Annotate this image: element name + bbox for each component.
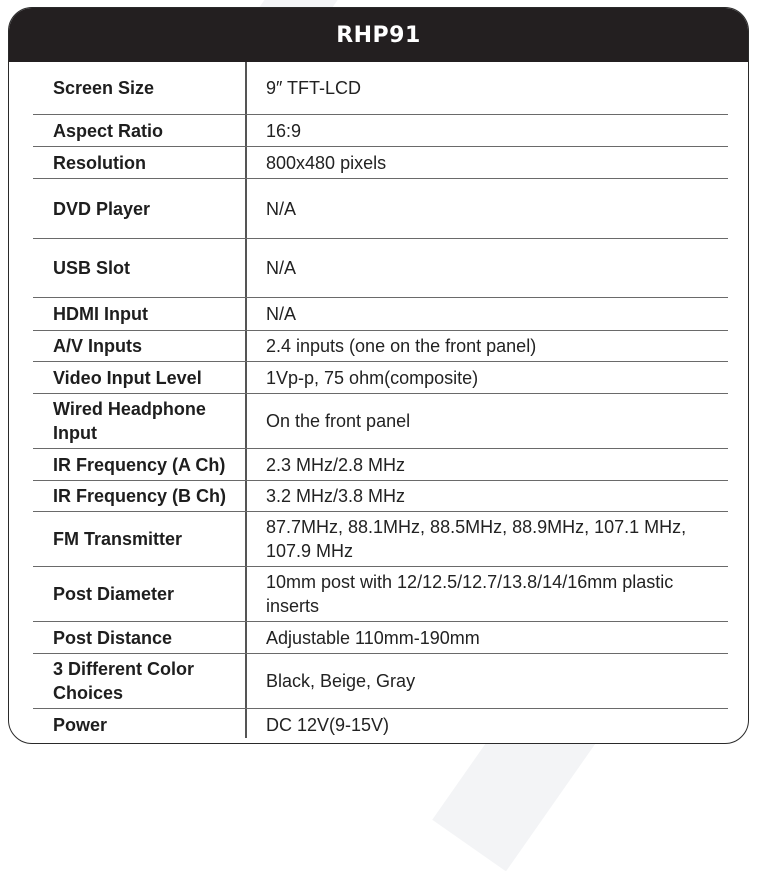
spec-label: FM Transmitter <box>53 529 183 549</box>
spec-label: Resolution <box>53 152 146 173</box>
spec-row-ir-frequency-a <box>33 449 728 481</box>
spec-label: IR Frequency (A Ch) <box>53 454 226 475</box>
spec-value: N/A <box>266 258 297 278</box>
spec-row-post-diameter <box>33 567 728 622</box>
spec-label: USB Slot <box>53 258 131 278</box>
spec-row-usb-slot <box>33 239 728 298</box>
spec-label: DVD Player <box>53 198 151 219</box>
spec-label: Screen Size <box>53 78 155 98</box>
spec-row-aspect-ratio <box>33 115 728 147</box>
spec-label: Wired Headphone Input <box>53 399 206 443</box>
spec-value: On the front panel <box>266 411 411 431</box>
spec-row-ir-frequency-b <box>33 481 728 512</box>
spec-row-resolution <box>33 147 728 179</box>
spec-label: IR Frequency (B Ch) <box>53 486 227 506</box>
spec-label: 3 Different Color Choices <box>53 659 195 703</box>
spec-value: 87.7MHz, 88.1MHz, 88.5MHz, 88.9MHz, 107.1 MHz, 107.9 MHz <box>266 517 687 561</box>
spec-label: Post Diameter <box>53 584 175 604</box>
model-title: RHP91 <box>336 22 421 48</box>
spec-row-post-distance <box>33 622 728 654</box>
spec-value: 10mm post with 12/12.5/12.7/13.8/14/16mm plastic inserts <box>266 572 674 616</box>
spec-row-av-inputs <box>33 331 728 362</box>
spec-value: 800x480 pixels <box>266 152 387 173</box>
spec-value: N/A <box>266 198 297 219</box>
spec-table <box>33 62 728 741</box>
spec-row-color-choices <box>33 654 728 709</box>
spec-row-screen-size <box>33 62 728 115</box>
spec-value: 9″ TFT-LCD <box>266 78 362 98</box>
spec-row-fm-transmitter <box>33 512 728 567</box>
spec-value: DC 12V(9-15V) <box>266 715 390 735</box>
spec-table-header <box>9 8 748 62</box>
spec-value: Black, Beige, Gray <box>266 671 416 691</box>
spec-row-hdmi-input <box>33 298 728 331</box>
spec-label: Post Distance <box>53 627 173 648</box>
spec-card <box>8 7 749 744</box>
spec-row-power <box>33 709 728 741</box>
spec-value: 2.3 MHz/2.8 MHz <box>266 454 406 475</box>
spec-value: 1Vp-p, 75 ohm(composite) <box>266 367 479 388</box>
spec-row-video-input-level <box>33 362 728 394</box>
spec-label: Video Input Level <box>53 367 202 388</box>
spec-label: HDMI Input <box>53 304 148 324</box>
spec-label: Aspect Ratio <box>53 120 164 141</box>
spec-value: 3.2 MHz/3.8 MHz <box>266 486 406 506</box>
spec-value: N/A <box>266 304 297 324</box>
spec-value: Adjustable 110mm-190mm <box>266 627 480 648</box>
spec-value: 16:9 <box>266 120 302 141</box>
spec-label: A/V Inputs <box>53 336 142 356</box>
spec-row-wired-headphone-input <box>33 394 728 449</box>
spec-row-dvd-player <box>33 179 728 239</box>
spec-value: 2.4 inputs (one on the front panel) <box>266 336 537 356</box>
spec-label: Power <box>53 715 108 735</box>
